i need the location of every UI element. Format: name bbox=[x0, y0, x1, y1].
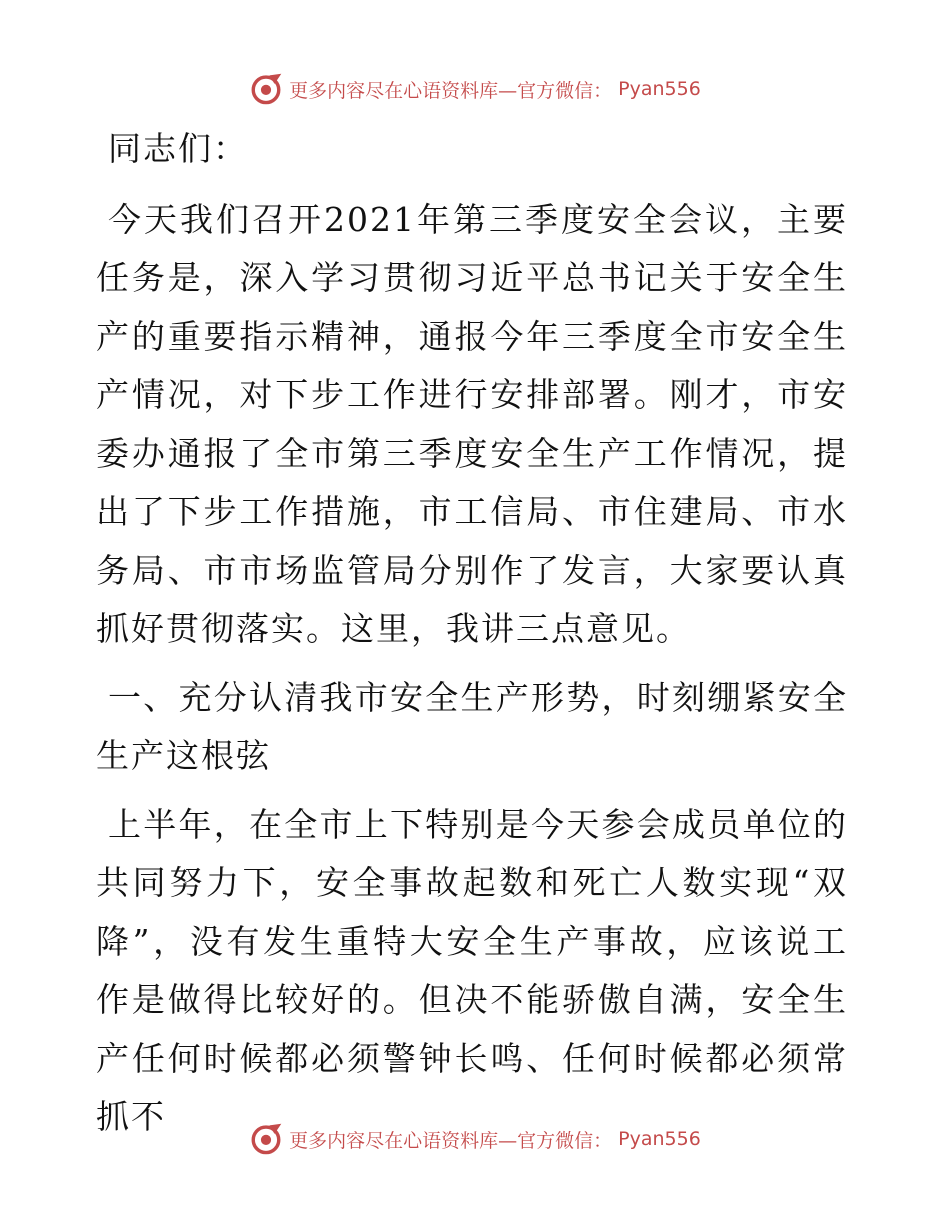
pen-circle-logo-icon bbox=[249, 1122, 283, 1156]
watermark-handle: Pyan556 bbox=[618, 78, 701, 100]
footer-watermark bbox=[0, 1122, 950, 1156]
watermark-text: 更多内容尽在心语资料库—官方微信： bbox=[289, 79, 613, 102]
header-watermark bbox=[0, 72, 950, 106]
document-body bbox=[96, 120, 848, 1157]
paragraph-2: 上半年，在全市上下特别是今天参会成员单位的共同努力下，安全事故起数和死亡人数实现“双降”，没有发生重特大安全生产事故，应该说工作是做得比较好的。但决不能骄傲自满，安全生产任何时候都必须警钟长鸣、任何时候都必须常抓不 bbox=[96, 804, 848, 1136]
paragraph-1: 今天我们召开2021年第三季度安全会议，主要任务是，深入学习贯彻习近平总书记关于安全生产的重要指示精神，通报今年三季度全市安全生产情况，对下步工作进行安排部署。刚才，市安委办通报了全市第三季度安全生产工作情况，提出了下步工作措施，市工信局、市住建局、市水务局、市市场监管局分别作了发言，大家要认真抓好贯彻落实。这里，我讲三点意见。 bbox=[96, 199, 848, 648]
watermark-handle: Pyan556 bbox=[618, 1128, 701, 1150]
salutation: 同志们： bbox=[108, 129, 248, 168]
watermark-text: 更多内容尽在心语资料库—官方微信： bbox=[289, 1129, 613, 1152]
section-heading-1: 一、充分认清我市安全生产形势，时刻绷紧安全生产这根弦 bbox=[96, 677, 848, 775]
pen-circle-logo-icon bbox=[249, 72, 283, 106]
